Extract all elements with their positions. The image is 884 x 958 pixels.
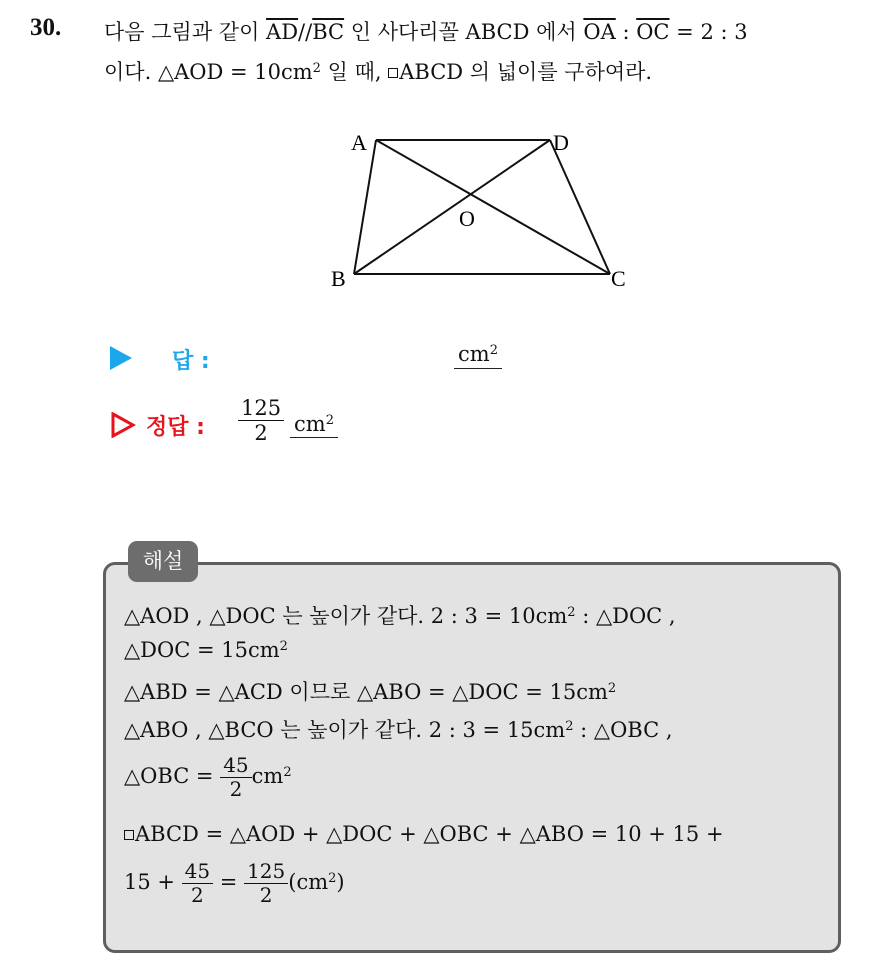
outline-triangle-icon <box>110 412 136 438</box>
solution-text: (cm <box>288 870 329 894</box>
solution-line-7 <box>124 860 345 907</box>
solution-text: ) <box>336 870 345 894</box>
fraction <box>182 860 213 907</box>
solution-text: : △OBC , <box>573 718 673 742</box>
answer-label: 답 : <box>172 349 210 374</box>
label-c: C <box>611 266 626 291</box>
solution-text: △ABO , △BCO 는 높이가 같다. 2 : 3 = 15cm <box>124 718 566 742</box>
label-a: A <box>351 130 367 155</box>
solution-text: △OBC = <box>124 764 221 788</box>
question-text: 다음 그림과 같이 <box>104 20 267 44</box>
unit-text: cm <box>458 342 490 366</box>
fraction-numerator: 125 <box>238 396 284 421</box>
correct-answer-unit <box>290 412 338 438</box>
superscript: 2 <box>283 764 292 780</box>
question-text: 일 때, <box>320 60 389 84</box>
solution-line-3 <box>124 676 616 706</box>
play-triangle-icon <box>110 346 132 370</box>
superscript: 2 <box>489 342 498 358</box>
ratio-colon: : <box>615 20 637 44</box>
solution-line-5 <box>124 754 292 801</box>
superscript: 2 <box>565 718 574 734</box>
label-b: B <box>331 266 346 291</box>
edge-dc <box>550 140 610 274</box>
square-symbol <box>388 68 398 78</box>
segment-ad: $\overline{AD}$ <box>266 20 299 44</box>
question-text: 인 사다리꼴 ABCD 에서 <box>344 20 584 44</box>
square-symbol <box>124 830 134 840</box>
answer-unit <box>454 342 502 369</box>
superscript: 2 <box>328 870 337 886</box>
segment-oa: $\overline{OA}$ <box>583 20 616 44</box>
fraction-denominator: 2 <box>254 421 268 446</box>
label-d: D <box>553 130 569 155</box>
question-text: ABCD 의 넓이를 구하여라. <box>399 60 653 84</box>
parallel-symbol: // <box>298 20 313 44</box>
edge-ab <box>354 140 376 274</box>
solution-line-1 <box>124 600 676 630</box>
solution-text: = <box>213 870 245 894</box>
solution-text: : △DOC , <box>575 604 676 628</box>
unit-text: cm <box>294 412 326 436</box>
solution-text: cm <box>251 764 284 788</box>
fraction <box>244 860 288 907</box>
superscript: 2 <box>279 638 288 654</box>
superscript: 2 <box>312 60 321 76</box>
superscript: 2 <box>607 680 617 696</box>
superscript: 2 <box>567 604 576 620</box>
solution-line-6 <box>124 822 724 846</box>
segment-bc: $\overline{BC}$ <box>312 20 345 44</box>
ratio-value: = 2 : 3 <box>669 20 748 44</box>
solution-line-4 <box>124 714 673 744</box>
solution-line-2 <box>124 638 288 662</box>
solution-text: △ABD = △ACD 이므로 △ABO = △DOC = 15cm <box>124 680 608 704</box>
solution-tab: 해설 <box>128 541 198 582</box>
fraction-numerator: 45 <box>220 754 251 778</box>
trapezoid-figure <box>320 118 650 298</box>
correct-answer-fraction <box>238 396 284 445</box>
solution-text: 15 + <box>124 870 182 894</box>
diagonal-bd <box>354 140 550 274</box>
solution-text: ABCD = △AOD + △DOC + △OBC + △ABO = 10 + 15 + <box>135 822 724 846</box>
diagonal-ac <box>376 140 610 274</box>
question-text: 이다. <box>104 60 158 84</box>
fraction-numerator: 45 <box>182 860 213 884</box>
label-o: O <box>459 206 475 231</box>
fraction-denominator: 2 <box>259 883 273 907</box>
correct-answer-label: 정답 : <box>146 415 205 440</box>
fraction-denominator: 2 <box>191 883 204 907</box>
question-text-line-2 <box>104 56 652 86</box>
question-number: 30. <box>30 14 62 41</box>
fraction <box>220 754 251 801</box>
fraction-denominator: 2 <box>229 777 243 801</box>
solution-text: △DOC = 15cm <box>124 638 280 662</box>
fraction-numerator: 125 <box>244 860 288 884</box>
triangle-symbol: △ <box>157 60 175 84</box>
question-text-line-1 <box>104 16 748 46</box>
segment-oc: $\overline{OC}$ <box>636 20 670 44</box>
solution-text: △AOD , △DOC 는 높이가 같다. 2 : 3 = 10cm <box>124 604 568 628</box>
question-text: AOD = 10cm <box>174 60 313 84</box>
superscript: 2 <box>325 412 334 428</box>
